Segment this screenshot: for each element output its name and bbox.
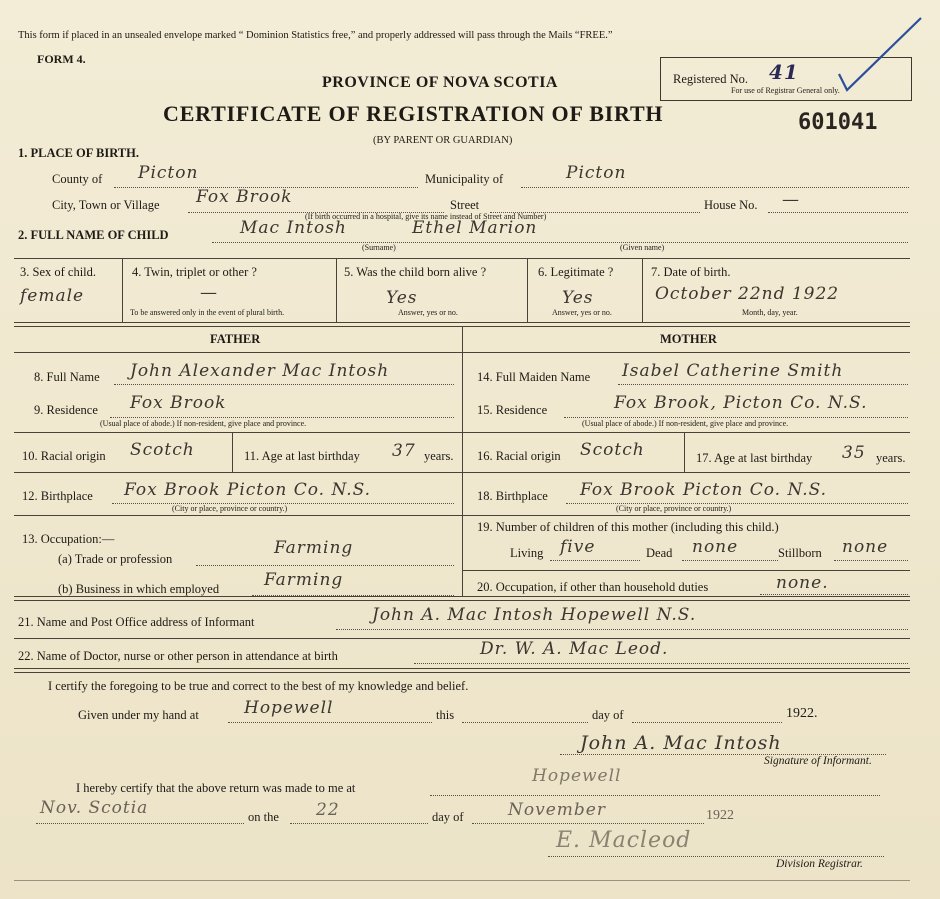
signature-informant-label: Signature of Informant. xyxy=(764,755,872,767)
legitimate-value: Yes xyxy=(562,288,594,308)
registrar-signature: E. Macleod xyxy=(556,828,692,853)
mailing-notice: This form if placed in an unsealed envelope marked “ Dominion Statistics free,” and properly addressed will pass through the Mails “FREE.” xyxy=(18,30,613,41)
mother-racial-value: Scotch xyxy=(580,440,645,460)
living-value: five xyxy=(560,537,596,557)
certify-year: 1922. xyxy=(786,706,818,721)
given-place-value: Hopewell xyxy=(244,698,334,718)
day-of-label: day of xyxy=(592,708,624,722)
child-name-label: 2. FULL NAME OF CHILD xyxy=(18,228,169,242)
document-title: CERTIFICATE OF REGISTRATION OF BIRTH xyxy=(163,101,664,126)
dob-value: October 22nd 1922 xyxy=(655,284,840,304)
mother-age-unit: years. xyxy=(876,451,906,465)
mother-birthplace-note: (City or place, province or country.) xyxy=(616,504,732,513)
stillborn-label: Stillborn xyxy=(778,546,822,560)
division-registrar-label: Division Registrar. xyxy=(776,858,863,870)
mother-birthplace-label: 18. Birthplace xyxy=(477,489,548,503)
occupation-label: 13. Occupation:— xyxy=(22,532,115,546)
mother-occupation-value: none. xyxy=(776,573,829,593)
alive-value: Yes xyxy=(386,288,418,308)
living-label: Living xyxy=(510,546,544,560)
registrar-day-of-label: day of xyxy=(432,810,464,824)
city-label: City, Town or Village xyxy=(52,198,160,212)
twin-label: 4. Twin, triplet or other ? xyxy=(132,265,257,279)
mother-occupation-label: 20. Occupation, if other than household duties xyxy=(477,580,709,594)
mother-age-value: 35 xyxy=(842,443,866,463)
given-label: Given under my hand at xyxy=(78,708,199,722)
registered-label: Registered No. xyxy=(673,72,748,86)
municipality-label: Municipality of xyxy=(425,172,504,186)
child-given-value: Ethel Marion xyxy=(412,218,538,238)
city-value: Fox Brook xyxy=(196,187,293,207)
father-age-label: 11. Age at last birthday xyxy=(244,449,360,463)
twin-note: To be answered only in the event of plural birth. xyxy=(130,308,285,317)
on-the-label: on the xyxy=(248,810,279,824)
trade-label: (a) Trade or profession xyxy=(58,552,173,566)
registrar-month-value: November xyxy=(508,800,606,820)
registered-value: 41 xyxy=(769,60,799,84)
surname-note: (Surname) xyxy=(362,243,396,252)
check-mark-icon xyxy=(835,14,925,94)
father-residence-note: (Usual place of abode.) If non-resident, give place and province. xyxy=(100,419,307,428)
father-age-unit: years. xyxy=(424,449,454,463)
informant-value: John A. Mac Intosh Hopewell N.S. xyxy=(372,605,697,625)
doctor-value: Dr. W. A. Mac Leod. xyxy=(480,639,669,659)
legitimate-note: Answer, yes or no. xyxy=(552,308,612,317)
registrar-place-value: Hopewell xyxy=(532,766,622,786)
given-note: (Given name) xyxy=(620,243,665,252)
mother-residence-value: Fox Brook, Picton Co. N.S. xyxy=(614,393,868,413)
father-name-value: John Alexander Mac Intosh xyxy=(130,361,390,381)
document-subtitle: (BY PARENT OR GUARDIAN) xyxy=(373,135,513,146)
informant-label: 21. Name and Post Office address of Informant xyxy=(18,615,255,629)
mother-heading: MOTHER xyxy=(660,332,717,346)
father-heading: FATHER xyxy=(210,332,261,346)
informant-signature: John A. Mac Intosh xyxy=(580,732,782,754)
county-value: Picton xyxy=(138,163,199,183)
alive-note: Answer, yes or no. xyxy=(398,308,458,317)
mother-residence-label: 15. Residence xyxy=(477,403,548,417)
father-birthplace-note: (City or place, province or country.) xyxy=(172,504,288,513)
dead-label: Dead xyxy=(646,546,673,560)
street-label: Street xyxy=(450,198,480,212)
certificate-number: 601041 xyxy=(798,110,878,135)
county-label: County of xyxy=(52,172,103,186)
father-age-value: 37 xyxy=(392,441,416,461)
business-label: (b) Business in which employed xyxy=(58,582,220,596)
mother-name-label: 14. Full Maiden Name xyxy=(477,370,591,384)
municipality-value: Picton xyxy=(566,163,627,183)
father-residence-label: 9. Residence xyxy=(34,403,98,417)
alive-label: 5. Was the child born alive ? xyxy=(344,265,487,279)
trade-value: Farming xyxy=(274,538,354,558)
mother-age-label: 17. Age at last birthday xyxy=(696,451,813,465)
province-heading: PROVINCE OF NOVA SCOTIA xyxy=(322,74,558,91)
twin-value: — xyxy=(200,283,218,303)
business-value: Farming xyxy=(264,570,344,590)
this-label: this xyxy=(436,708,455,722)
child-surname-value: Mac Intosh xyxy=(240,218,347,238)
registrar-note: For use of Registrar General only. xyxy=(731,86,840,95)
dob-note: Month, day, year. xyxy=(742,308,798,317)
registrar-text: I hereby certify that the above return was made to me at xyxy=(76,781,356,795)
dob-label: 7. Date of birth. xyxy=(651,265,731,279)
legitimate-label: 6. Legitimate ? xyxy=(538,265,614,279)
father-residence-value: Fox Brook xyxy=(130,393,227,413)
mother-residence-note: (Usual place of abode.) If non-resident, give place and province. xyxy=(582,419,789,428)
house-value: — xyxy=(782,190,800,210)
place-of-birth-heading: 1. PLACE OF BIRTH. xyxy=(18,146,139,160)
children-count-label: 19. Number of children of this mother (including this child.) xyxy=(477,520,779,534)
father-birthplace-value: Fox Brook Picton Co. N.S. xyxy=(124,480,372,500)
father-birthplace-label: 12. Birthplace xyxy=(22,489,93,503)
mother-name-value: Isabel Catherine Smith xyxy=(622,361,844,381)
stillborn-value: none xyxy=(842,537,889,557)
father-racial-label: 10. Racial origin xyxy=(22,449,106,463)
sex-value: female xyxy=(20,286,85,306)
hospital-note: (If birth occurred in a hospital, give its name instead of Street and Number) xyxy=(305,212,547,221)
form-number: FORM 4. xyxy=(37,52,86,66)
house-label: House No. xyxy=(704,198,758,212)
doctor-label: 22. Name of Doctor, nurse or other person in attendance at birth xyxy=(18,649,338,663)
mother-racial-label: 16. Racial origin xyxy=(477,449,561,463)
certify-text: I certify the foregoing to be true and correct to the best of my knowledge and belief. xyxy=(48,679,469,693)
dead-value: none xyxy=(692,537,739,557)
father-racial-value: Scotch xyxy=(130,440,195,460)
registrar-day-value: 22 xyxy=(316,800,340,820)
father-name-label: 8. Full Name xyxy=(34,370,100,384)
registrar-county-value: Nov. Scotia xyxy=(40,798,149,818)
registrar-year: 1922 xyxy=(706,808,734,823)
mother-birthplace-value: Fox Brook Picton Co. N.S. xyxy=(580,480,828,500)
sex-label: 3. Sex of child. xyxy=(20,265,97,279)
